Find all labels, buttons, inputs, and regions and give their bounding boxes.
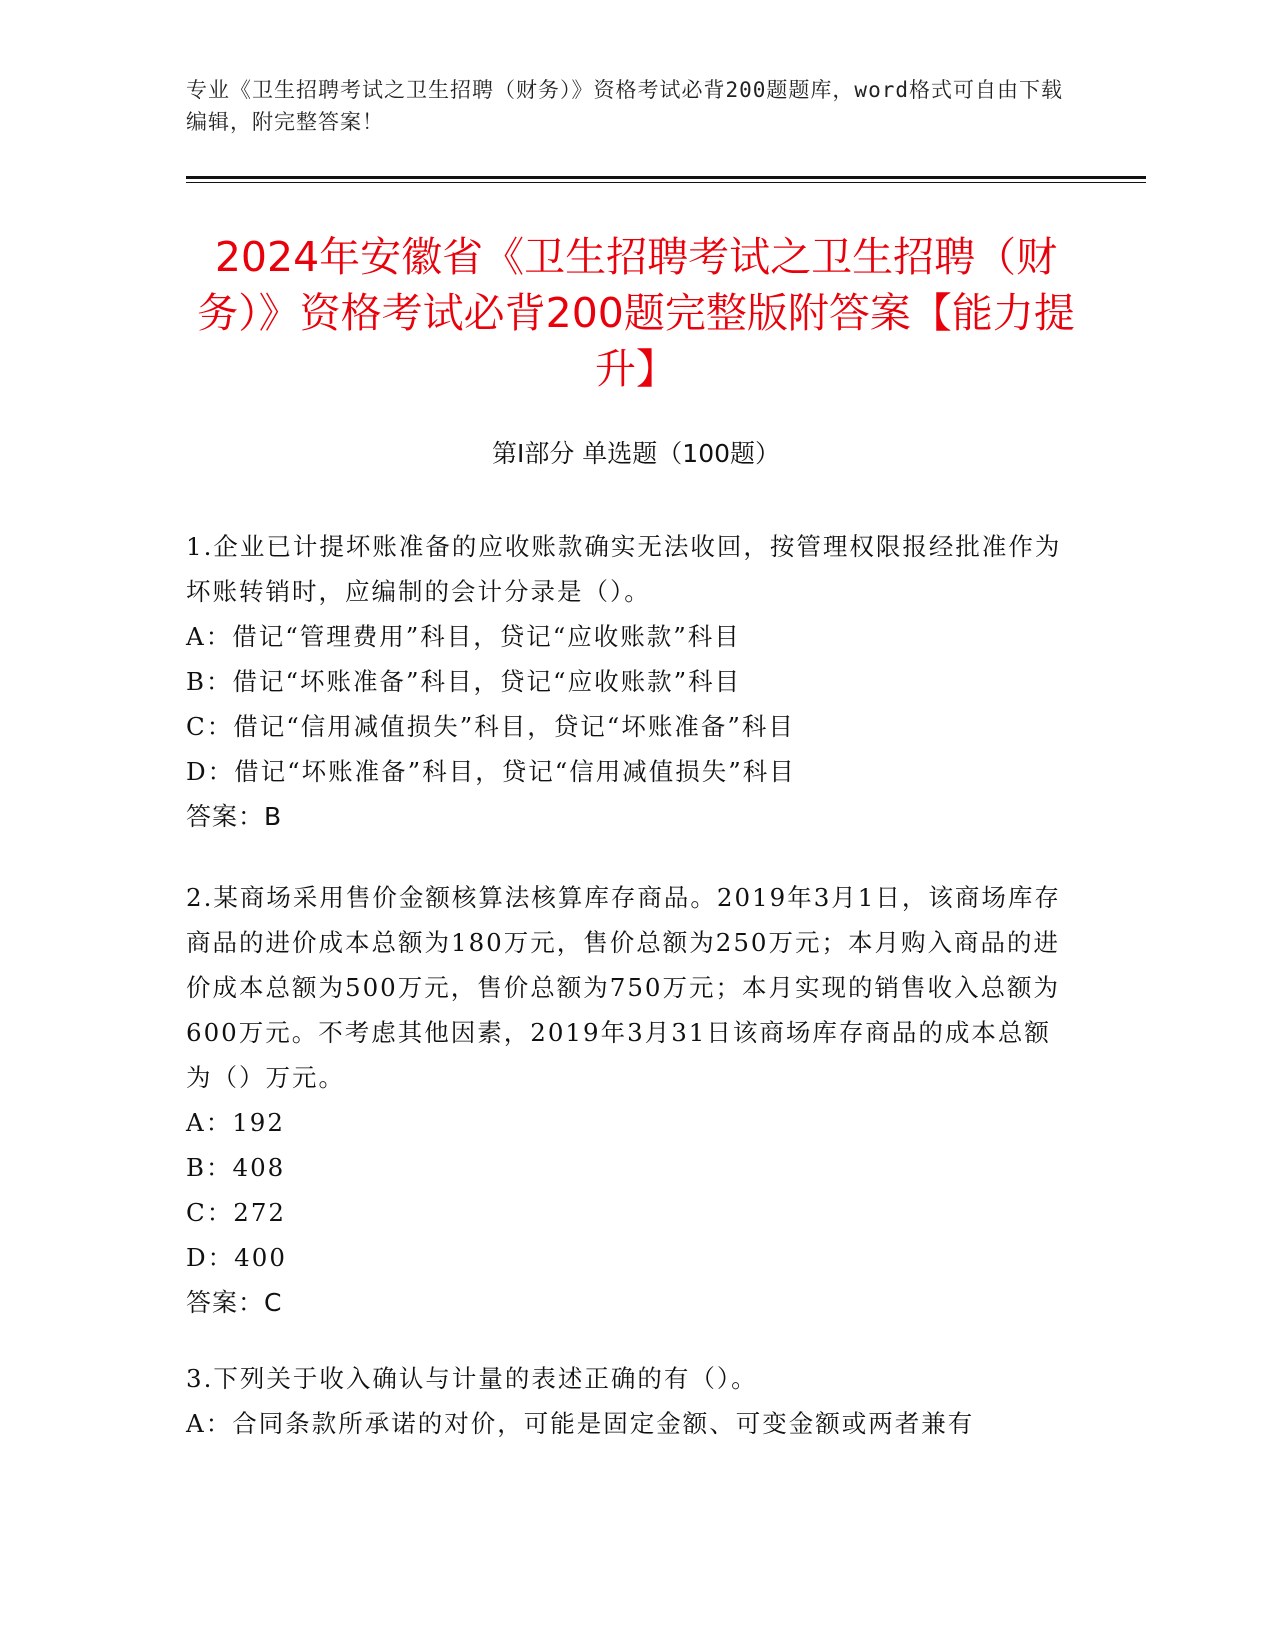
header-divider-thin xyxy=(186,182,1146,183)
option-b: B：借记“坏账准备”科目，贷记“应收账款”科目 xyxy=(186,667,742,696)
answer: 答案：B xyxy=(186,802,283,831)
option-c: C：借记“信用减值损失”科目，贷记“坏账准备”科目 xyxy=(186,712,795,741)
option-a: A：192 xyxy=(186,1108,285,1137)
section-title: 第I部分 单选题（100题） xyxy=(491,439,781,468)
question-stem: 1.企业已计提坏账准备的应收账款确实无法收回，按管理权限报经批准作为坏账转销时，应编制的会计分录是（）。 xyxy=(186,532,1062,606)
document-title: 2024年安徽省《卫生招聘考试之卫生招聘（财务）》资格考试必背200题完整版附答案【能力提升】 xyxy=(197,233,1075,394)
option-a: A：借记“管理费用”科目，贷记“应收账款”科目 xyxy=(186,622,741,651)
option-d: D：400 xyxy=(186,1243,287,1272)
option-d: D：借记“坏账准备”科目，贷记“信用减值损失”科目 xyxy=(186,757,796,786)
option-a: A：合同条款所承诺的对价，可能是固定金额、可变金额或两者兼有 xyxy=(186,1409,975,1438)
answer: 答案：C xyxy=(186,1288,283,1317)
question-2 xyxy=(186,875,1076,1325)
question-stem: 3.下列关于收入确认与计量的表述正确的有（）。 xyxy=(186,1364,758,1393)
question-1 xyxy=(186,524,1076,839)
question-3 xyxy=(186,1356,1076,1446)
option-b: B：408 xyxy=(186,1153,286,1182)
question-stem: 2.某商场采用售价金额核算法核算库存商品。2019年3月1日，该商场库存商品的进价成本总额为180万元，售价总额为250万元；本月购入商品的进价成本总额为500万元，售价总额为750万元；本月实现的销售收入总额为600万元。不考虑其他因素，2019年3月31日该商场库存商品的成本总额为（）万元。 xyxy=(186,883,1061,1092)
option-c: C：272 xyxy=(186,1198,287,1227)
header-note: 专业《卫生招聘考试之卫生招聘（财务）》资格考试必背200题题库，word格式可自由下载编辑，附完整答案！ xyxy=(186,78,1063,134)
header-divider-thick xyxy=(186,176,1146,179)
